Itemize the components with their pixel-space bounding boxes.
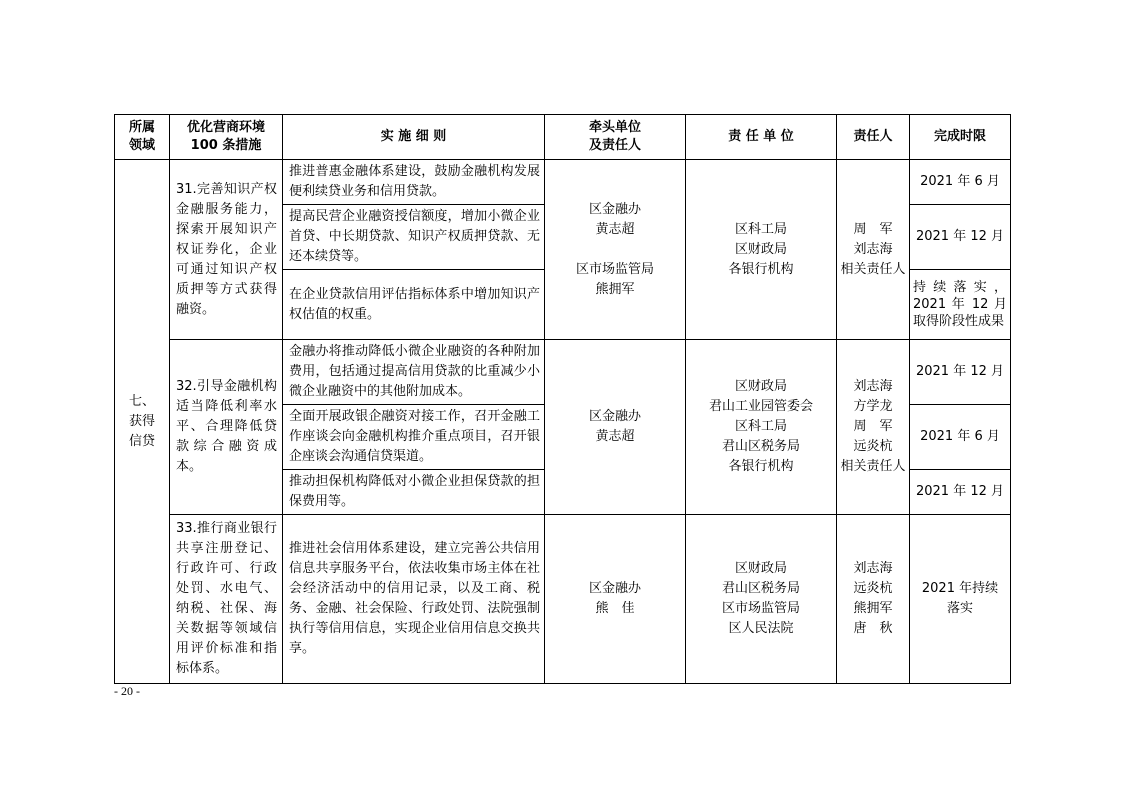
measure-cell: 31.完善知识产权金融服务能力，探索开展知识产权证券化，企业可通过知识产权质押等方式获得融资。 [170,160,283,340]
detail-cell: 金融办将推动降低小微企业融资的各种附加费用，包括通过提高信用贷款的比重减少小微企业融资中的其他附加成本。 [283,340,545,405]
detail-cell: 提高民营企业融资授信额度，增加小微企业首贷、中长期贷款、知识产权质押贷款、无还本续贷等。 [283,205,545,270]
person-cell: 周 军 刘志海 相关责任人 [837,160,910,340]
header-deadline: 完成时限 [910,115,1011,160]
header-field: 所属 领域 [115,115,170,160]
table-row [115,515,1011,684]
header-lead: 牵头单位 及责任人 [545,115,686,160]
table-row [115,340,1011,405]
header-row [115,115,1011,160]
deadline-cell: 2021 年 6 月 [910,160,1011,205]
header-detail: 实 施 细 则 [283,115,545,160]
measure-cell: 33.推行商业银行共享注册登记、行政许可、行政处罚、水电气、纳税、社保、海关数据等领域信用评价标准和指标体系。 [170,515,283,684]
deadline-cell: 2021 年 12 月 [910,340,1011,405]
unit-cell: 区财政局 君山工业园管委会 区科工局 君山区税务局 各银行机构 [686,340,837,515]
person-cell: 刘志海 远炎杭 熊拥军 唐 秋 [837,515,910,684]
detail-cell: 全面开展政银企融资对接工作，召开金融工作座谈会向金融机构推介重点项目，召开银企座谈会沟通信贷渠道。 [283,405,545,470]
field-cell: 七、 获得 信贷 [115,160,170,684]
lead-cell: 区金融办 黄志超 [545,340,686,515]
person-cell: 刘志海 方学龙 周 军 远炎杭 相关责任人 [837,340,910,515]
deadline-cell: 2021 年持续落实 [910,515,1011,684]
measures-table [114,114,1011,684]
deadline-cell: 持续落实，2021 年 12 月取得阶段性成果 [910,270,1011,340]
detail-cell: 在企业贷款信用评估指标体系中增加知识产权估值的权重。 [283,270,545,340]
detail-cell: 推进社会信用体系建设，建立完善公共信用信息共享服务平台，依法收集市场主体在社会经济活动中的信用记录，以及工商、税务、金融、社会保险、行政处罚、法院强制执行等信用信息，实现企业信用信息交换共享。 [283,515,545,684]
table-row [115,160,1011,205]
detail-cell: 推进普惠金融体系建设，鼓励金融机构发展便利续贷业务和信用贷款。 [283,160,545,205]
deadline-cell: 2021 年 6 月 [910,405,1011,470]
unit-cell: 区科工局 区财政局 各银行机构 [686,160,837,340]
measure-cell: 32.引导金融机构适当降低利率水平、合理降低贷款综合融资成本。 [170,340,283,515]
header-person: 责任人 [837,115,910,160]
lead-cell: 区金融办 黄志超 区市场监管局 熊拥军 [545,160,686,340]
page-number: - 20 - [114,684,140,698]
header-measure: 优化营商环境 100 条措施 [170,115,283,160]
unit-cell: 区财政局 君山区税务局 区市场监管局 区人民法院 [686,515,837,684]
deadline-cell: 2021 年 12 月 [910,470,1011,515]
header-unit: 责 任 单 位 [686,115,837,160]
detail-cell: 推动担保机构降低对小微企业担保贷款的担保费用等。 [283,470,545,515]
lead-cell: 区金融办 熊 佳 [545,515,686,684]
deadline-cell: 2021 年 12 月 [910,205,1011,270]
